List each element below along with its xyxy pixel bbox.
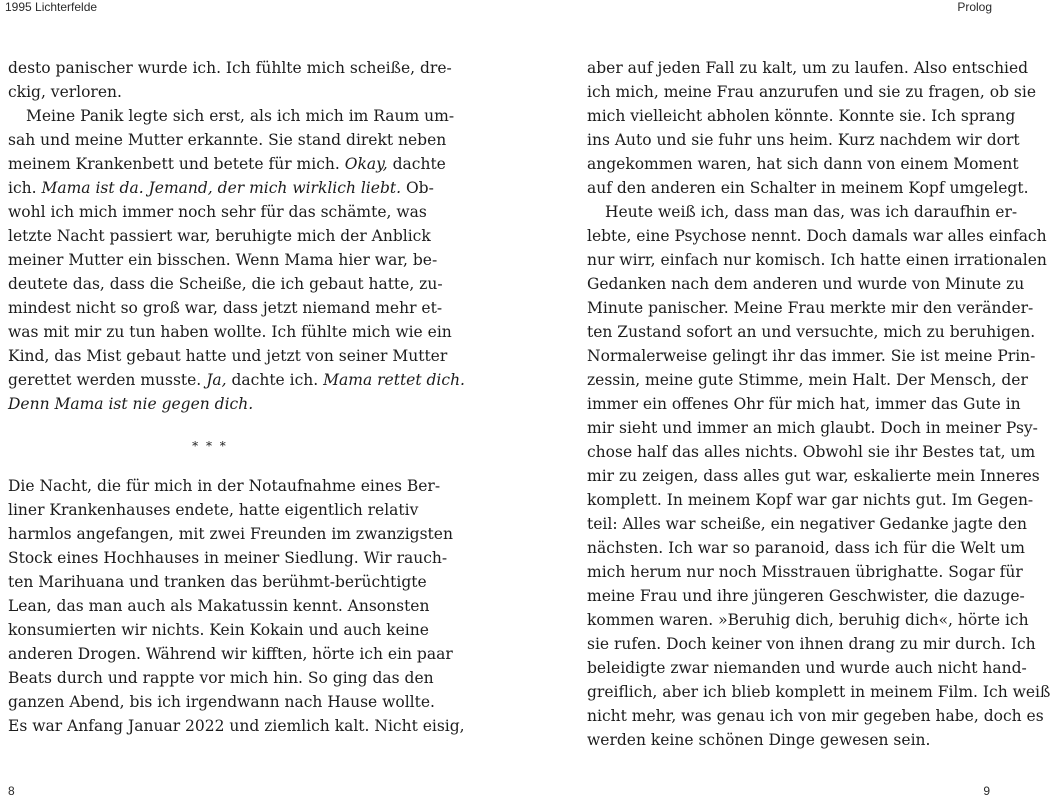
text-segment: ich. (8, 179, 37, 197)
text-line (8, 152, 446, 176)
text-line: konsumierten wir nichts. Kein Kokain und auch keine (8, 621, 429, 639)
text-line: ganzen Abend, bis ich irgendwann nach Hause wollte. (8, 693, 435, 711)
text-line: teil: Alles war scheiße, ein negativer Gedanke jagte den (587, 515, 1027, 533)
text-segment: gerettet werden musste. (8, 371, 202, 389)
text-segment: Ob- (401, 179, 434, 197)
text-line: mir zu zeigen, dass alles gut war, eskalierte mein Inneres (587, 467, 1040, 485)
text-line: ten Zustand sofort an und versuchte, mich zu beruhigen. (587, 323, 1036, 341)
text-line: nur wirr, einfach nur komisch. Ich hatte einen irrationalen (587, 251, 1047, 269)
italic-segment: Ja, (206, 371, 227, 389)
text-line: wohl ich mich immer noch sehr für das schämte, was (8, 203, 427, 221)
text-line: aber auf jeden Fall zu kalt, um zu laufen. Also entschied (587, 59, 1029, 77)
text-line: Meine Panik legte sich erst, als ich mich im Raum um- (26, 107, 455, 125)
section-separator: * * * (192, 439, 228, 453)
page-number-left: 8 (8, 784, 15, 798)
text-line: deutete das, dass die Scheiße, die ich gebaut hatte, zu- (8, 275, 443, 293)
text-line: zessin, meine gute Stimme, mein Halt. Der Mensch, der (587, 371, 1028, 389)
text-line: was mit mir zu tun haben wollte. Ich fühlte mich wie ein (8, 323, 452, 341)
text-line: angekommen waren, hat sich dann von einem Moment (587, 155, 1019, 173)
running-header-right: Prolog (957, 0, 992, 14)
right-page-text (587, 56, 1050, 756)
text-line: immer ein offenes Ohr für mich hat, immer das Gute in (587, 395, 1021, 413)
text-line: desto panischer wurde ich. Ich fühlte mich scheiße, dre- (8, 59, 452, 77)
text-segment: meinem Krankenbett und betete für mich. (8, 155, 340, 173)
text-line: Die Nacht, die für mich in der Notaufnahme eines Ber- (8, 477, 441, 495)
italic-segment: Mama ist da. Jemand, der mich wirklich liebt. (41, 179, 402, 197)
text-line: Stock eines Hochhauses in meiner Siedlung. Wir rauch- (8, 549, 448, 567)
text-line: mich vielleicht abholen könnte. Konnte sie. Ich sprang (587, 107, 1016, 125)
text-line: werden keine schönen Dinge gewesen sein. (587, 731, 931, 749)
text-line: nicht mehr, was genau ich von mir gegeben habe, doch es (587, 707, 1044, 725)
text-segment: dachte ich. (226, 371, 319, 389)
text-line: mir sieht und immer an mich glaubt. Doch in meiner Psy- (587, 419, 1038, 437)
text-line: Gedanken nach dem anderen und wurde von Minute zu (587, 275, 1025, 293)
text-line: Minute panischer. Meine Frau merkte mir den veränder- (587, 299, 1034, 317)
text-line: kommen waren. »Beruhig dich, beruhig dich«, hörte ich (587, 611, 1029, 629)
running-header-left: 1995 Lichterfelde (5, 0, 98, 14)
text-line: chose half das alles nichts. Obwohl sie ihr Bestes tat, um (587, 443, 1036, 461)
text-line: Kind, das Mist gebaut hatte und jetzt von seiner Mutter (8, 347, 448, 365)
text-line: mindest nicht so groß war, dass jetzt niemand mehr et- (8, 299, 443, 317)
text-line: beleidigte zwar niemanden und wurde auch nicht hand- (587, 659, 1027, 677)
italic-segment: Mama rettet dich. (323, 371, 465, 389)
text-line: harmlos angefangen, mit zwei Freunden im zwanzigsten (8, 525, 453, 543)
text-line: Beats durch und rappte vor mich hin. So ging das den (8, 669, 434, 687)
text-line: greiflich, aber ich blieb komplett in meinem Film. Ich weiß (587, 683, 1050, 701)
text-line: auf den anderen ein Schalter in meinem Kopf umgelegt. (587, 179, 1029, 197)
text-line: sah und meine Mutter erkannte. Sie stand direkt neben (8, 131, 447, 149)
text-line: ckig, verloren. (8, 83, 122, 101)
text-line: mich herum nur noch Misstrauen übrighatte. Sogar für (587, 563, 1023, 581)
text-line: meiner Mutter ein bisschen. Wenn Mama hier war, be- (8, 251, 438, 269)
text-line: ten Marihuana und tranken das berühmt-berüchtigte (8, 573, 427, 591)
text-line: ins Auto und sie fuhr uns heim. Kurz nachdem wir dort (587, 131, 1020, 149)
text-line: Lean, das man auch als Makatussin kennt. Ansonsten (8, 597, 430, 615)
text-line: letzte Nacht passiert war, beruhigte mich der Anblick (8, 227, 431, 245)
text-line: sie rufen. Doch keiner von ihnen drang zu mir durch. Ich (587, 635, 1036, 653)
text-line: meine Frau und ihre jüngeren Geschwister, die dazuge- (587, 587, 1025, 605)
page-number-right: 9 (983, 784, 990, 798)
text-line: Es war Anfang Januar 2022 und ziemlich kalt. Nicht eisig, (8, 717, 465, 735)
text-segment: dachte (387, 155, 446, 173)
text-line: liner Krankenhauses endete, hatte eigentlich relativ (8, 501, 419, 519)
text-line: nächsten. Ich war so paranoid, dass ich für die Welt um (587, 539, 1025, 557)
text-line: ich mich, meine Frau anzurufen und sie zu fragen, ob sie (587, 83, 1037, 101)
text-line (8, 368, 465, 392)
italic-segment: Okay, (344, 155, 388, 173)
text-line (8, 176, 434, 200)
text-line: anderen Drogen. Während wir kifften, hörte ich ein paar (8, 645, 453, 663)
text-line: Heute weiß ich, dass man das, was ich daraufhin er- (605, 203, 1018, 221)
text-line: komplett. In meinem Kopf war gar nichts gut. Im Gegen- (587, 491, 1034, 509)
italic-segment: Denn Mama ist nie gegen dich. (8, 395, 254, 413)
left-page-text (8, 56, 465, 756)
text-line: Normalerweise gelingt ihr das immer. Sie ist meine Prin- (587, 347, 1036, 365)
text-line: lebte, eine Psychose nennt. Doch damals war alles einfach (587, 227, 1047, 245)
text-line (8, 392, 412, 416)
